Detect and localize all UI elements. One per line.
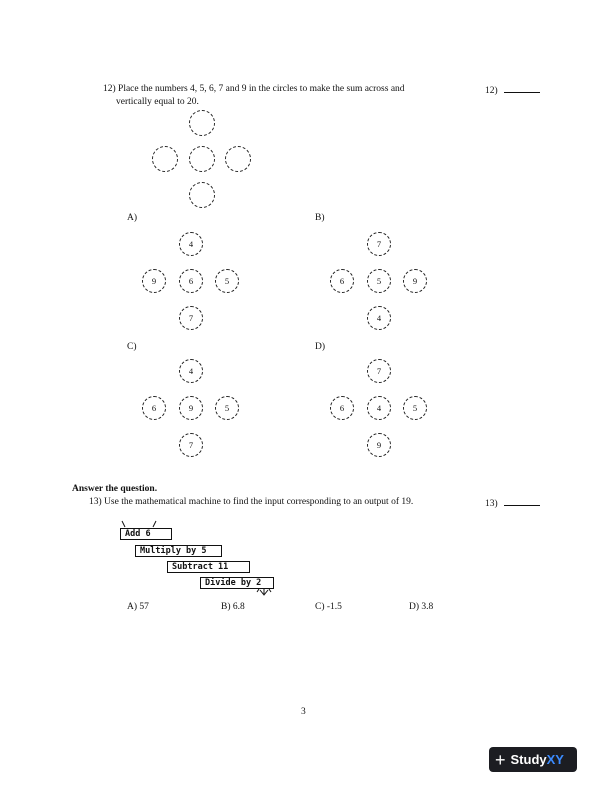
option-d-top-circle: 7 [367,359,391,383]
choice-c[interactable]: C) -1.5 [315,602,342,612]
option-a-right-circle: 5 [215,269,239,293]
plus-icon: + [495,749,506,770]
q13-text: 13) Use the mathematical machine to find the input corresponding to an output of 19. [89,497,414,507]
empty-circle-right [225,146,251,172]
q12-answer-blank[interactable] [504,83,540,93]
page-number: 3 [301,707,306,717]
choice-a[interactable]: A) 57 [127,602,149,612]
q12-answer-label: 12) [485,86,498,96]
option-b-bottom-circle: 4 [367,306,391,330]
option-d-left-circle: 6 [330,396,354,420]
studyxy-logo[interactable] [489,747,577,772]
option-b-top-circle: 7 [367,232,391,256]
q13-answer-label: 13) [485,499,498,509]
q12-text-line1: 12) Place the numbers 4, 5, 6, 7 and 9 in the circles to make the sum across and [103,84,405,94]
option-a-bottom-circle: 7 [179,306,203,330]
q12-answer-line [485,83,540,97]
input-arrow-right [153,521,156,527]
option-c-bottom-circle: 7 [179,433,203,457]
option-c-left-circle: 6 [142,396,166,420]
brand-prefix: Study [510,752,547,767]
option-a-center-circle: 6 [179,269,203,293]
option-c-top-circle: 4 [179,359,203,383]
option-a-top-circle: 4 [179,232,203,256]
option-a-left-circle: 9 [142,269,166,293]
option-b-center-circle: 5 [367,269,391,293]
output-tick-right [269,589,271,592]
machine-step-1: Add 6 [120,528,172,540]
empty-circle-left [152,146,178,172]
brand-suffix: XY [546,752,564,767]
option-b-label: B) [315,213,325,223]
q13-answer-line [485,496,540,510]
empty-circle-bottom [189,182,215,208]
q13-answer-blank[interactable] [504,496,540,506]
output-tick-left [257,589,259,592]
option-a-label: A) [127,213,138,223]
option-b-left-circle: 6 [330,269,354,293]
input-arrow-left [122,521,125,527]
option-c-label: C) [127,342,137,352]
empty-circle-center [189,146,215,172]
machine-step-2: Multiply by 5 [135,545,222,557]
q12-text-line2: vertically equal to 20. [116,97,199,107]
option-c-right-circle: 5 [215,396,239,420]
machine-step-3: Subtract 11 [167,561,250,573]
choice-b[interactable]: B) 6.8 [221,602,245,612]
empty-circle-top [189,110,215,136]
choice-d[interactable]: D) 3.8 [409,602,434,612]
option-d-right-circle: 5 [403,396,427,420]
option-d-bottom-circle: 9 [367,433,391,457]
option-c-center-circle: 9 [179,396,203,420]
option-d-center-circle: 4 [367,396,391,420]
machine-step-4: Divide by 2 [200,577,274,589]
section-heading: Answer the question. [72,484,158,494]
option-d-label: D) [315,342,326,352]
option-b-right-circle: 9 [403,269,427,293]
